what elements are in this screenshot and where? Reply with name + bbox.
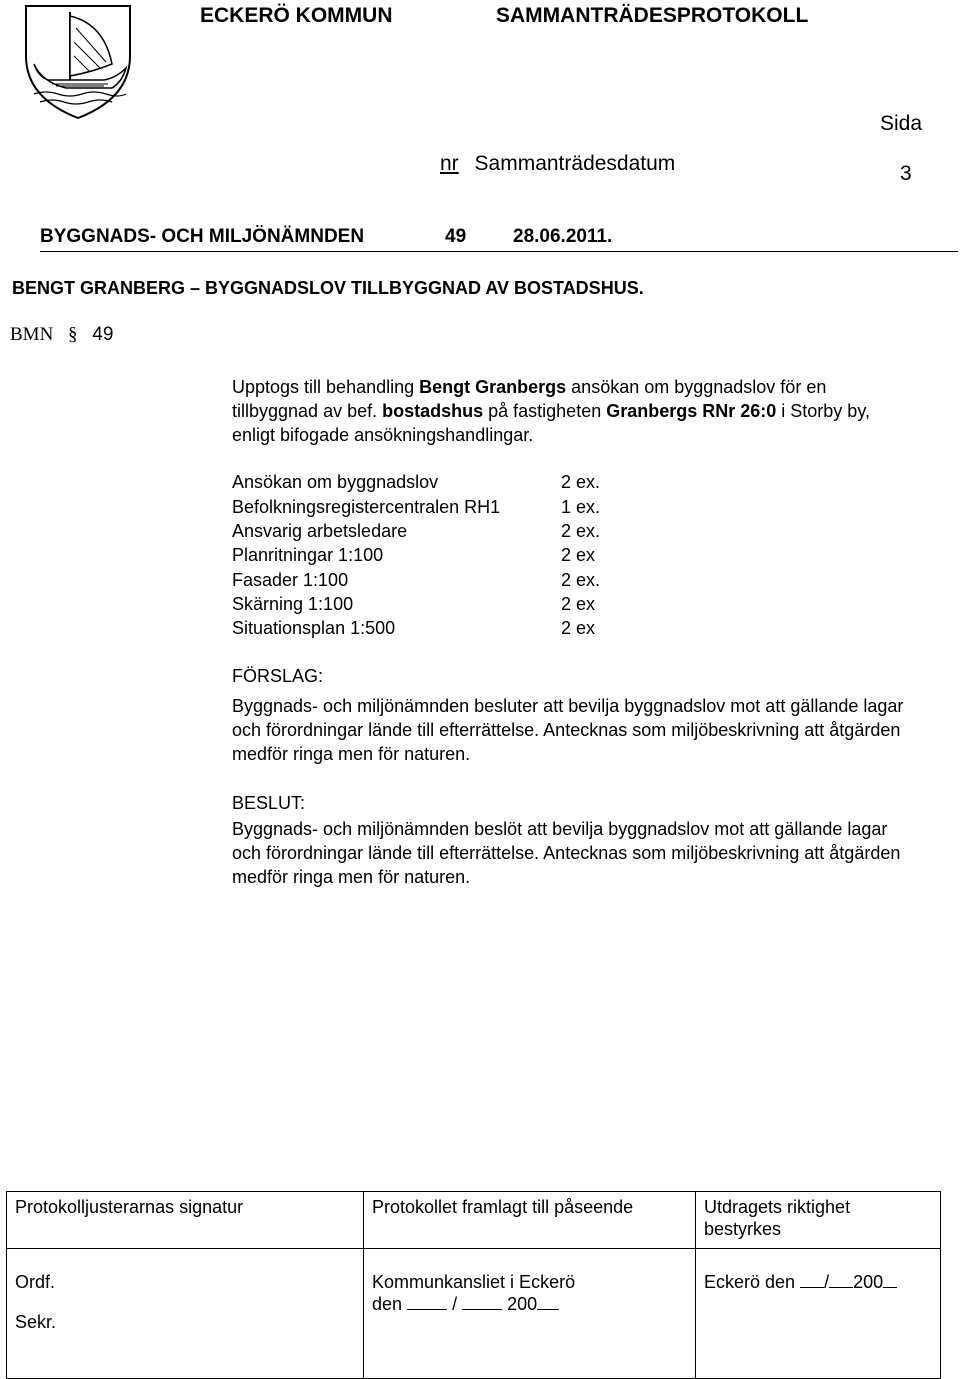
- list-item: Fasader 1:100: [232, 570, 349, 590]
- section-prefix: BMN: [10, 324, 54, 345]
- organization-name: ECKERÖ KOMMUN: [200, 4, 393, 27]
- nr-label: nr: [440, 152, 459, 175]
- decision-label: BESLUT:: [232, 793, 306, 813]
- intro-paragraph: [232, 375, 912, 447]
- display-date: [372, 1293, 687, 1315]
- nr-date-labels: [440, 152, 675, 176]
- committee-name: BYGGNADS- OCH MILJÖNÄMNDEN: [40, 226, 365, 247]
- list-item: Befolkningsregistercentralen RH1: [232, 497, 501, 517]
- office-name: Kommunkansliet i Eckerö: [372, 1272, 576, 1292]
- date-slash: /: [452, 1294, 458, 1314]
- item-title: BENGT GRANBERG – BYGGNADSLOV TILLBYGGNAD AV BOSTADSHUS.: [12, 278, 644, 298]
- property-id: Granbergs RNr 26:0: [606, 401, 777, 421]
- header-divider: [40, 251, 958, 252]
- list-item-qty: 1 ex.: [561, 497, 601, 517]
- list-item: Situationsplan 1:500: [232, 618, 396, 638]
- viking-ship-coat-of-arms-icon: [8, 2, 148, 122]
- public-display-cell: [364, 1249, 696, 1379]
- list-item-qty: 2 ex: [561, 594, 596, 614]
- section-number: 49: [92, 324, 114, 345]
- public-display-header: Protokollet framlagt till påseende: [364, 1192, 696, 1249]
- list-item: Skärning 1:100: [232, 594, 354, 614]
- intro-text-3: på fastigheten: [483, 401, 607, 421]
- intro-text-2: ansökan om byggnadslov för en tillbyggnad av bef.: [232, 377, 827, 421]
- month-blank: [462, 1293, 502, 1310]
- decision-text: Byggnads- och miljönämnden beslöt att bevilja byggnadslov mot att gällande lagar och förordningar lände till efterrättelse. Antecknas som miljöbeskrivning att åtgärden medför ringa men för naturen.: [232, 819, 901, 887]
- list-item-qty: 2 ex.: [561, 472, 601, 492]
- year-prefix: 200: [853, 1272, 884, 1292]
- page-label: Sida: [880, 112, 923, 135]
- signature-cell: [7, 1249, 364, 1379]
- page-number: 3: [900, 162, 912, 185]
- chairman-label: Ordf.: [15, 1272, 56, 1292]
- signature-header: Protokolljusterarnas signatur: [7, 1192, 364, 1249]
- certification-date: Eckerö den / 200: [704, 1271, 932, 1293]
- signature-table: [6, 1191, 941, 1379]
- year-prefix: 200: [507, 1294, 538, 1314]
- list-item-qty: 2 ex: [561, 618, 596, 638]
- list-item: Ansökan om byggnadslov: [232, 472, 439, 492]
- meeting-date: 28.06.2011.: [513, 226, 613, 247]
- meeting-number: 49: [445, 226, 467, 247]
- list-item-qty: 2 ex.: [561, 570, 601, 590]
- certification-cell: [696, 1249, 941, 1379]
- month-blank: [829, 1271, 853, 1288]
- section-reference: [10, 324, 113, 346]
- applicant-name: Bengt Granbergs: [419, 377, 567, 397]
- list-item: Planritningar 1:100: [232, 545, 384, 565]
- list-item-qty: 2 ex: [561, 545, 596, 565]
- list-item-qty: 2 ex.: [561, 521, 601, 541]
- section-symbol: §: [68, 324, 78, 345]
- certification-header: Utdragets riktighet bestyrkes: [696, 1192, 941, 1249]
- day-blank: [800, 1271, 824, 1288]
- year-blank: [537, 1293, 559, 1310]
- secretary-label: Sekr.: [15, 1312, 57, 1332]
- place-date-label: Eckerö den: [704, 1272, 796, 1292]
- intro-text-1: Upptogs till behandling: [232, 377, 420, 397]
- list-item: Ansvarig arbetsledare: [232, 521, 408, 541]
- proposal-text: Byggnads- och miljönämnden besluter att bevilja byggnadslov mot att gällande lagar och förordningar lände till efterrättelse. Antecknas som miljöbeskrivning att åtgärden medför ringa men för naturen.: [232, 696, 904, 764]
- proposal-label: FÖRSLAG:: [232, 666, 324, 686]
- day-blank: [407, 1293, 447, 1310]
- building-type: bostadshus: [382, 401, 484, 421]
- date-label: Sammanträdesdatum: [474, 152, 676, 175]
- document-type: SAMMANTRÄDESPROTOKOLL: [496, 4, 809, 27]
- year-blank: [883, 1271, 897, 1288]
- den-label: den: [372, 1294, 403, 1314]
- intro-text-4: i Storby by, enligt bifogade ansökningshandlingar.: [232, 401, 870, 445]
